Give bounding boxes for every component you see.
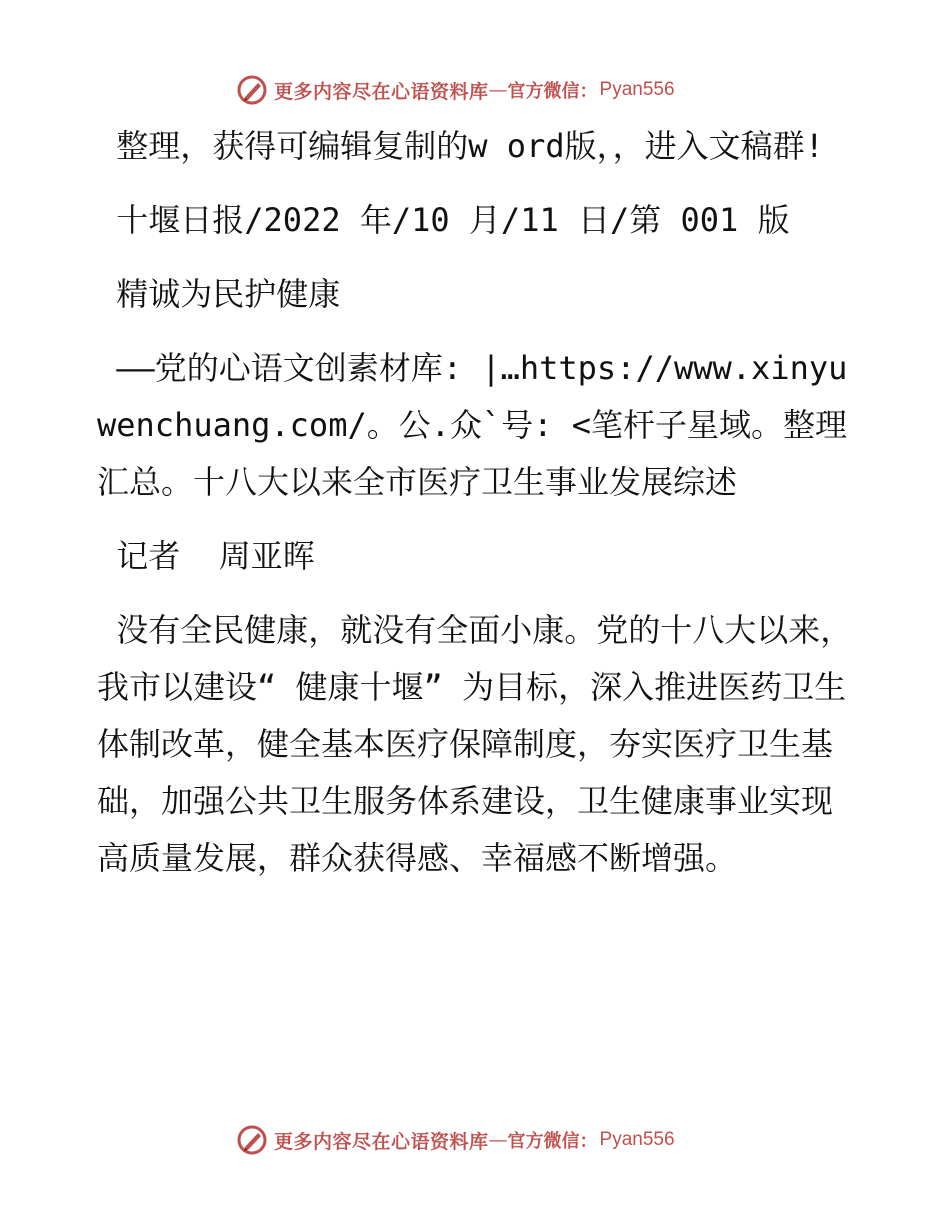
header-watermark-banner <box>236 72 675 108</box>
banner-wechat-label: 官方微信： <box>507 81 598 102</box>
document-body <box>97 118 857 904</box>
banner-wechat-label: 官方微信： <box>507 1131 598 1152</box>
source-line: 十堰日报/2022 年/10 月/11 日/第 001 版 <box>97 201 790 239</box>
banner-wechat-handle: Pyan556 <box>599 79 675 100</box>
body-paragraph: 没有全民健康，就没有全面小康。党的十八大以来，我市以建设“ 健康十堰” 为目标，深入推进医药卫生体制改革，健全基本医疗保障制度，夯实医疗卫生基础，加强公共卫生服务体系建设，卫生健康事业实现高质量发展，群众获得感、幸福感不断增强。 <box>97 611 853 877</box>
footer-watermark-banner <box>236 1122 675 1158</box>
pen-logo-icon <box>236 74 268 106</box>
banner-wechat-handle: Pyan556 <box>599 1129 675 1150</box>
banner-separator: — <box>488 79 508 101</box>
banner-separator: — <box>488 1129 508 1151</box>
banner-brand-text: 更多内容尽在心语资料库 <box>274 80 489 103</box>
article-subtitle: ——党的心语文创素材库: |…https://www.xinyuwenchuang.com/。公.众`号: <笔杆子星域。整理汇总。十八大以来全市医疗卫生事业发展综述 <box>97 349 848 501</box>
article-title: 精诚为民护健康 <box>97 275 341 313</box>
intro-note-paragraph: 整理，获得可编辑复制的w ord版，，进入文稿群! <box>97 127 824 165</box>
pen-logo-icon <box>236 1124 268 1156</box>
byline: 记者 周亚晖 <box>97 537 315 575</box>
banner-brand-text: 更多内容尽在心语资料库 <box>274 1130 489 1153</box>
